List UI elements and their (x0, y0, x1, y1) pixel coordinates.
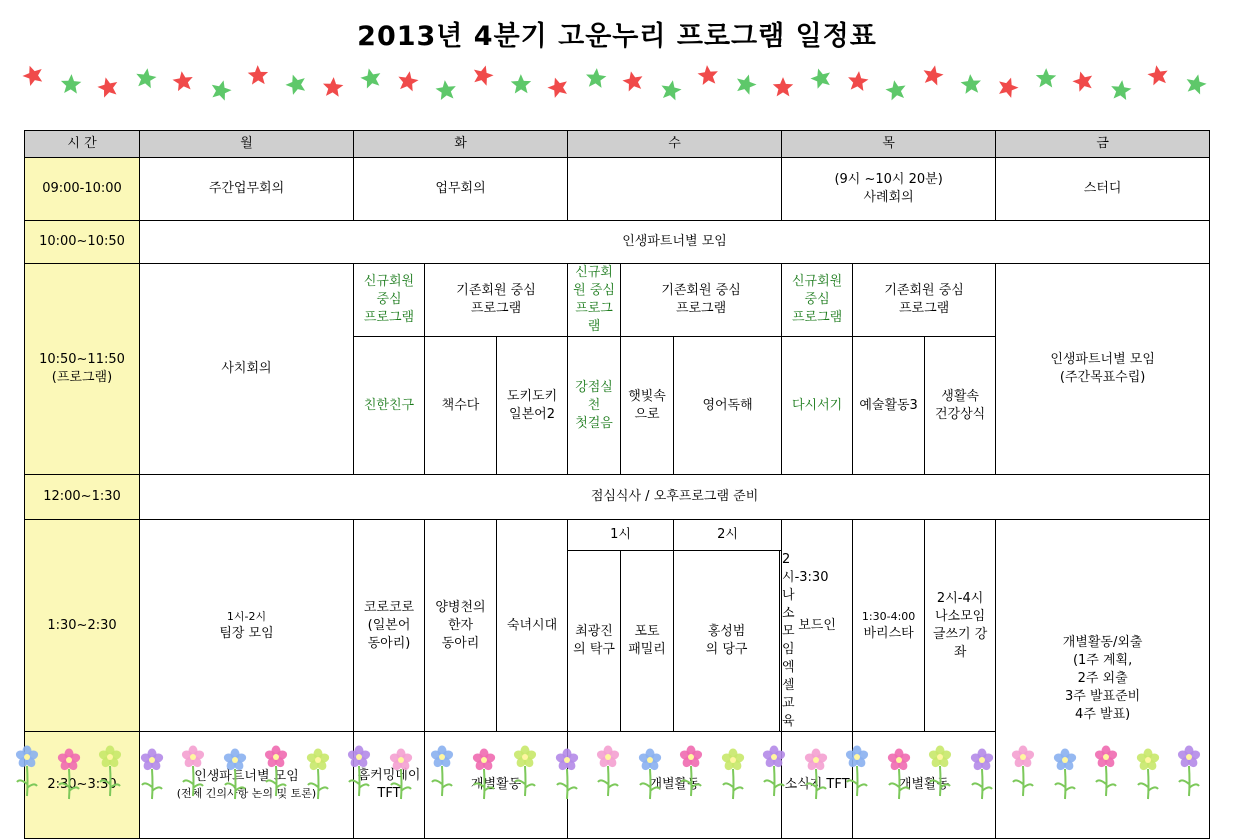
flower-icon (137, 747, 167, 801)
header-thu: 목 (782, 131, 996, 158)
header-tue: 화 (354, 131, 568, 158)
time-cell: 09:00-10:00 (25, 158, 140, 221)
program-cell (354, 520, 425, 732)
time-cell: 12:00~1:30 (25, 475, 140, 520)
program-cell: 개별활동 (853, 732, 996, 839)
star-icon (1034, 67, 1056, 89)
program-cell (497, 337, 568, 475)
flower-icon (54, 747, 84, 801)
program-cell: 개별활동 (425, 732, 568, 839)
star-garland-decoration (22, 64, 1212, 104)
flower-icon (635, 747, 665, 801)
program-cell: 햇빛속으로 (621, 337, 674, 475)
star-icon (509, 73, 531, 95)
row-1330-top (25, 520, 1210, 551)
star-icon (395, 68, 420, 93)
program-cell: 보드인 (782, 520, 853, 732)
old-heading-2: 프로그램 (898, 301, 950, 316)
program-line: 코로코로 (363, 599, 415, 615)
wed-new-heading (568, 264, 621, 337)
star-icon (321, 75, 344, 98)
flower-icon (12, 744, 42, 798)
new-heading-2: 프로그램 (791, 310, 843, 325)
flower-icon (178, 744, 208, 798)
mon-line-1: 1시-2시 (226, 609, 267, 623)
old-heading-2: 프로그램 (675, 301, 727, 316)
program-line: 동아리) (367, 635, 411, 651)
program-line: 의 당구 (705, 642, 748, 657)
program-cell: 예술활동3 (853, 337, 925, 475)
fri-line: 3주 발표준비 (1065, 689, 1141, 704)
flower-icon (386, 747, 416, 801)
row-0900 (25, 158, 1210, 221)
merged-cell: 인생파트너별 모임 (140, 221, 1210, 264)
fri-line: (1주 계획, (1072, 653, 1133, 668)
wed-cell (568, 158, 782, 221)
wed-1pm-heading: 1시 (568, 520, 674, 551)
old-heading-1: 기존회원 중심 (456, 283, 536, 298)
program-cell (568, 337, 621, 475)
new-heading-1: 신규회원 중심 (363, 274, 415, 307)
mon-line-1: 인생파트너별 모임 (194, 769, 299, 784)
mon-line-2: 팀장 모임 (219, 625, 274, 641)
star-icon (207, 77, 234, 104)
thu-old-heading (853, 264, 996, 337)
new-heading-1: 신규회원 중심 (573, 265, 615, 298)
flower-icon (1008, 744, 1038, 798)
time-text: 10:50~11:50 (39, 352, 125, 367)
star-icon (282, 70, 310, 98)
time-cell: 1:30~2:30 (25, 520, 140, 732)
program-line: 양병천의 (435, 599, 486, 615)
flower-icon (718, 747, 748, 801)
thu-label: 사례회의 (863, 190, 914, 205)
tue-cell: 업무회의 (354, 158, 568, 221)
flower-icon (676, 744, 706, 798)
star-icon (133, 65, 158, 90)
new-heading-2: 프로그램 (363, 310, 415, 325)
flower-icon (220, 747, 250, 801)
wed-old-heading (621, 264, 782, 337)
flower-icon (552, 747, 582, 801)
flower-icon (344, 744, 374, 798)
row-1200 (25, 475, 1210, 520)
program-line: 홈커밍데이 (357, 768, 421, 783)
header-row (25, 131, 1210, 158)
program-line: 포토 (634, 624, 660, 639)
flower-icon (469, 747, 499, 801)
mon-cell: 주간업무회의 (140, 158, 354, 221)
program-line: TFT (377, 786, 401, 801)
star-icon (544, 73, 572, 101)
star-icon (807, 64, 834, 91)
row-1050-top (25, 264, 1210, 337)
star-icon (1108, 78, 1133, 103)
program-cell: 개별활동 (568, 732, 782, 839)
time-sub: (프로그램) (51, 370, 113, 385)
star-icon (846, 69, 870, 93)
header-fri: 금 (996, 131, 1210, 158)
program-line: 일본어2 (509, 406, 555, 422)
star-icon (994, 73, 1022, 101)
merged-cell: 점심식사 / 오후프로그램 준비 (140, 475, 1210, 520)
new-heading-2: 프로그램 (575, 301, 613, 334)
mon-line-2: (전체 긴의사항 논의 및 토론) (176, 787, 317, 800)
flower-icon (510, 744, 540, 798)
header-mon: 월 (140, 131, 354, 158)
flower-icon (95, 744, 125, 798)
flower-icon (759, 744, 789, 798)
thu-cell (782, 158, 996, 221)
program-cell (925, 520, 996, 732)
schedule-table (24, 130, 1210, 839)
program-line: 강점실천 (575, 379, 613, 413)
star-icon (920, 62, 946, 88)
program-line: 홍성범 (707, 624, 746, 639)
program-cell (568, 551, 621, 732)
flower-icon (1091, 744, 1121, 798)
star-icon (883, 77, 909, 103)
program-line: 2시-4시 (936, 590, 984, 606)
star-icon (469, 61, 496, 88)
time-cell: 10:00~10:50 (25, 221, 140, 264)
program-line: (일본어 (367, 617, 411, 633)
program-cell: 친한친구 (354, 337, 425, 475)
star-icon (696, 63, 720, 87)
program-line: 의 탁구 (573, 642, 615, 657)
tue-old-heading (425, 264, 568, 337)
star-icon (247, 64, 270, 87)
fri-line-2: (주간목표수립) (1059, 370, 1146, 385)
program-line: 나소모임 (934, 608, 986, 624)
old-heading-1: 기존회원 중심 (661, 283, 741, 298)
wed-2pm-heading: 2시 (674, 520, 782, 551)
fri-line: 개별활동/외출 (1062, 635, 1143, 650)
flower-icon (1174, 744, 1204, 798)
program-cell (621, 551, 674, 732)
star-icon (95, 74, 122, 101)
star-icon (1145, 62, 1170, 87)
flower-icon (801, 747, 831, 801)
old-heading-1: 기존회원 중심 (884, 283, 964, 298)
star-icon (19, 61, 47, 89)
fri-line: 4주 발표) (1075, 707, 1131, 722)
program-cell: 소식지 TFT (782, 732, 853, 839)
old-heading-2: 프로그램 (470, 301, 522, 316)
star-icon (1069, 67, 1096, 94)
time-cell (25, 264, 140, 475)
program-cell: 다시서기 (782, 337, 853, 475)
program-cell (853, 520, 925, 732)
program-line: 생활속 (941, 388, 979, 404)
header-wed: 수 (568, 131, 782, 158)
program-cell: 책수다 (425, 337, 497, 475)
flower-icon (967, 747, 997, 801)
program-cell (674, 551, 780, 732)
flower-icon (427, 744, 457, 798)
flower-icon (593, 744, 623, 798)
star-icon (584, 66, 608, 90)
fri-cell: 스터디 (996, 158, 1210, 221)
flower-icon (884, 747, 914, 801)
program-line: 1:30-4:00 (861, 609, 916, 623)
program-cell (425, 520, 497, 732)
row-1000 (25, 221, 1210, 264)
program-line: 건강상식 (934, 406, 986, 422)
program-line: 첫걸음 (575, 415, 613, 431)
mon-cell (140, 520, 354, 732)
program-cell (925, 337, 996, 475)
star-icon (1182, 71, 1208, 97)
thu-time-text: (9시 ~10시 20분) (834, 172, 943, 187)
header-time: 시 간 (25, 131, 140, 158)
program-cell: 영어독해 (674, 337, 782, 475)
program-line: 최광진 (575, 624, 613, 639)
fri-line-1: 인생파트너별 모임 (1050, 352, 1155, 367)
tue-new-heading (354, 264, 425, 337)
program-line: 패밀리 (628, 642, 666, 657)
star-icon (433, 78, 458, 103)
star-icon (620, 68, 646, 94)
thu-new-heading (782, 264, 853, 337)
star-icon (658, 77, 684, 103)
time-cell: 2:30~3:30 (25, 732, 140, 839)
star-icon (59, 72, 82, 95)
page-title: 2013년 4분기 고운누리 프로그램 일정표 (357, 21, 877, 52)
program-line: 글쓰기 강좌 (932, 626, 988, 660)
star-icon (357, 65, 383, 91)
fri-line: 2주 외출 (1077, 671, 1128, 686)
flower-icon (1050, 747, 1080, 801)
program-line: 한자 (447, 617, 474, 633)
fri-cell (996, 264, 1210, 475)
star-icon (772, 76, 794, 98)
flower-icon (303, 747, 333, 801)
program-line: 동아리 (441, 635, 480, 651)
star-icon (171, 69, 196, 94)
program-line: 바리스타 (863, 625, 914, 641)
flower-icon (842, 744, 872, 798)
program-line: 도키도키 (506, 388, 558, 404)
star-icon (732, 70, 759, 97)
star-icon (959, 72, 983, 96)
flower-icon (261, 744, 291, 798)
new-heading-1: 신규회원 중심 (791, 274, 843, 307)
flower-icon (925, 744, 955, 798)
flower-icon (1133, 747, 1163, 801)
flower-border-decoration (12, 744, 1224, 802)
program-cell: 2시-3:30 나소모임 엑셀교육 (780, 551, 782, 732)
program-cell: 숙녀시대 (497, 520, 568, 732)
mon-cell: 사치회의 (140, 264, 354, 475)
